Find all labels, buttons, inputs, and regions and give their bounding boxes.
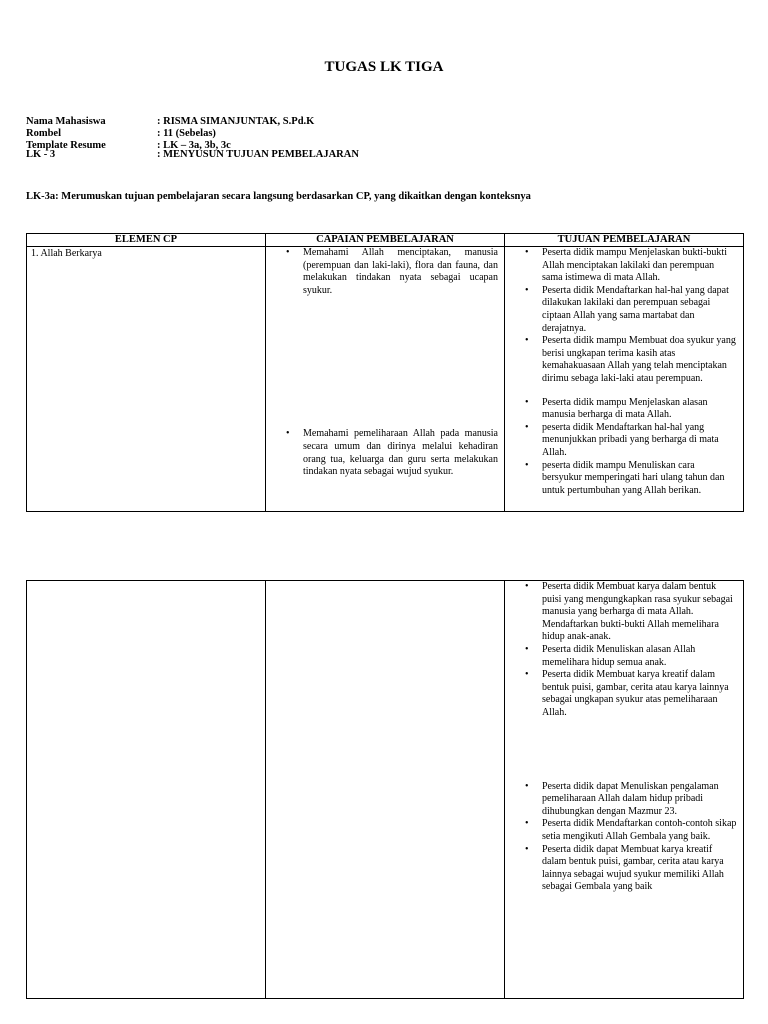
list-item: • Peserta didik dapat Menuliskan pengalaman pemeliharaan Allah dalam hidup pribadi dihubungkan dengan Mazmur 23. — [505, 781, 737, 819]
meta-value: : MENYUSUN TUJUAN PEMBELAJARAN — [157, 149, 359, 160]
cp-table — [26, 233, 744, 512]
table-row — [27, 581, 744, 999]
tujuan-cell — [505, 247, 744, 512]
table-row — [27, 247, 744, 512]
tujuan-list — [505, 397, 737, 498]
header-tujuan: TUJUAN PEMBELAJARAN — [505, 234, 744, 247]
list-item: • Peserta didik dapat Membuat karya kreatif dalam bentuk puisi, gambar, cerita atau karya lainnya sebagai wujud syukur memiliki Allah sebagai Gembala yang baik — [505, 844, 737, 894]
section-heading: LK-3a: Merumuskan tujuan pembelajaran secara langsung berdasarkan CP, yang dikaitkan dengan konteksnya — [26, 191, 531, 202]
elemen-cell — [27, 247, 266, 512]
list-item: • Peserta didik Mendaftarkan contoh-contoh sikap setia mengikuti Allah Gembala yang baik. — [505, 818, 737, 843]
list-item: • peserta didik Mendaftarkan hal-hal yang menunjukkan pribadi yang berharga di mata Allah. — [505, 422, 737, 460]
list-item: • Peserta didik Mendaftarkan hal-hal yang dapat dilakukan lakilaki dan perempuan sebagai ciptaan Allah yang sama martabat dan derajatnya. — [505, 285, 737, 335]
capaian-cell-empty — [266, 581, 505, 999]
tujuan-list — [505, 581, 737, 720]
meta-label: LK - 3 — [26, 149, 56, 160]
list-item: • Peserta didik mampu Membuat doa syukur yang berisi ungkapan terima kasih atas kemahakuasaan Allah yang telah menciptakan dirimu sebaga laki-laki atau perempuan. — [505, 335, 737, 385]
meta-value: : RISMA SIMANJUNTAK, S.Pd.K — [157, 116, 315, 127]
list-item: • Memahami Allah menciptakan, manusia (perempuan dan laki-laki), flora dan fauna, dan melakukan tindakan nyata sebagai ucapan syukur. — [266, 247, 498, 297]
meta-label: Rombel — [26, 128, 61, 139]
capaian-cell — [266, 247, 505, 512]
meta-value: : 11 (Sebelas) — [157, 128, 216, 139]
meta-value: : LK – 3a, 3b, 3c — [157, 140, 231, 151]
elemen-text: 1. Allah Berkarya — [31, 248, 102, 259]
table-header-row — [27, 234, 744, 247]
header-capaian: CAPAIAN PEMBELAJARAN — [266, 234, 505, 247]
capaian-list — [266, 247, 498, 297]
list-item: • Peserta didik mampu Menjelaskan alasan manusia berharga di mata Allah. — [505, 397, 737, 422]
list-item: • Peserta didik Membuat karya dalam bentuk puisi yang mengungkapkan rasa syukur sebagai manusia yang berharga di mata Allah. Mendaftarkan bukti-bukti Allah memelihara hidup anak-anak. — [505, 581, 737, 644]
tujuan-list — [505, 781, 737, 894]
list-item: • Peserta didik Menuliskan alasan Allah memelihara hidup semua anak. — [505, 644, 737, 669]
list-item: • peserta didik mampu Menuliskan cara bersyukur memperingati hari ulang tahun dan untuk pertumbuhan yang Allah berikan. — [505, 460, 737, 498]
header-elemen-cp: ELEMEN CP — [27, 234, 266, 247]
list-item: • Peserta didik mampu Menjelaskan bukti-bukti Allah menciptakan lakilaki dan perempuan sama istimewa di mata Allah. — [505, 247, 737, 285]
list-item: • Memahami pemeliharaan Allah pada manusia secara umum dan dirinya melalui kehadiran orang tua, keluarga dan guru serta melakukan tindakan nyata sebagai wujud syukur. — [266, 428, 498, 478]
elemen-cell-empty — [27, 581, 266, 999]
tujuan-cell — [505, 581, 744, 999]
capaian-list — [266, 428, 498, 478]
list-item: • Peserta didik Membuat karya kreatif dalam bentuk puisi, gambar, cerita atau karya lainnya sebagai ungkapan syukur atas pemeliharaan Allah. — [505, 669, 737, 719]
tujuan-list — [505, 247, 737, 386]
page-title: TUGAS LK TIGA — [324, 59, 444, 75]
cp-table-continued — [26, 580, 744, 999]
meta-label: Nama Mahasiswa — [26, 116, 106, 127]
meta-label: Template Resume — [26, 140, 106, 151]
